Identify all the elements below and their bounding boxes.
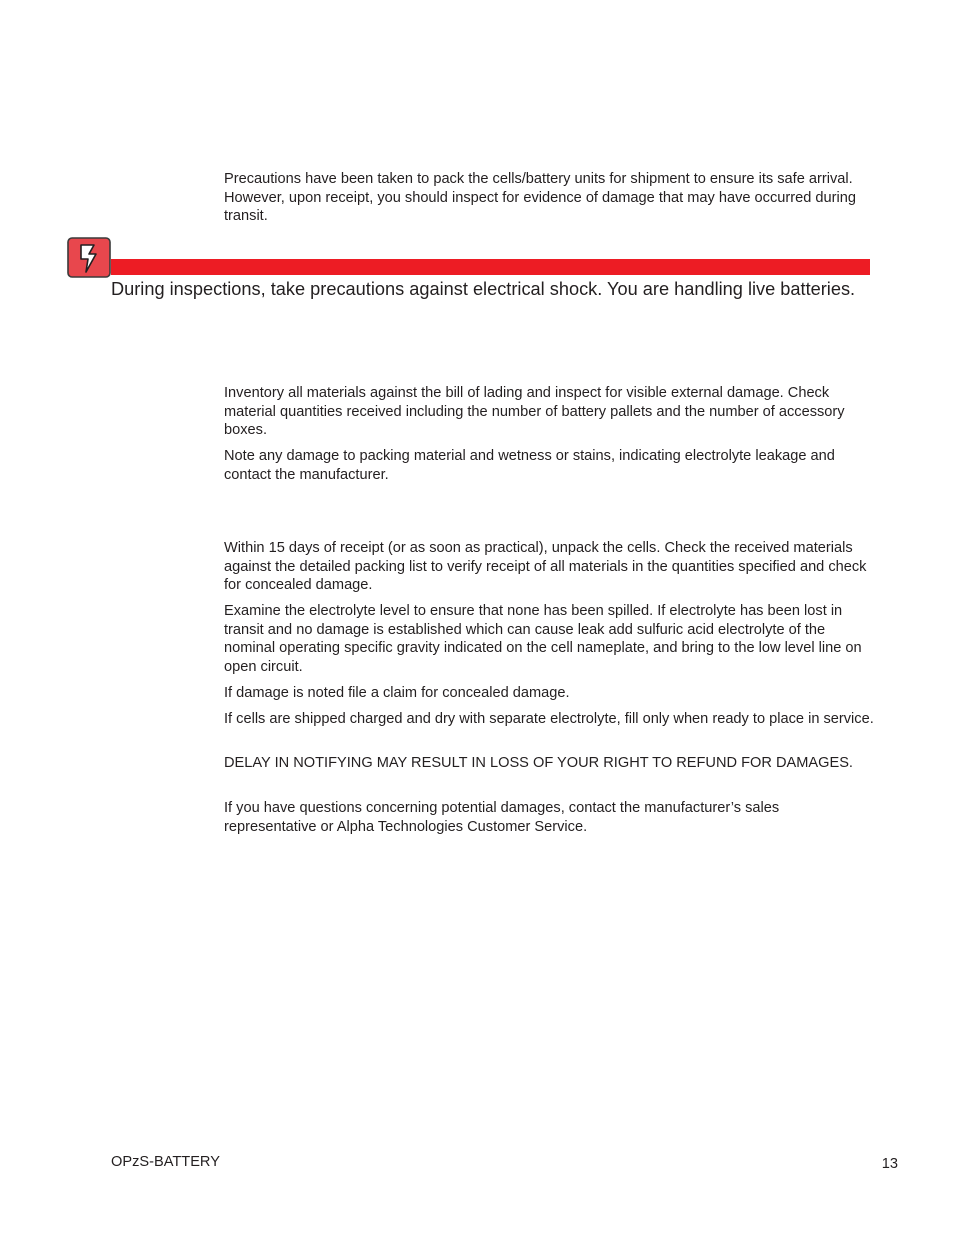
- concealed-damage-paragraph-1: Within 15 days of receipt (or as soon as practical), unpack the cells. Check the received materials against the detailed packing list to verify receipt of all materials in the quantities specified and check for concealed damage.: [224, 540, 867, 594]
- concealed-damage-paragraph-5: DELAY IN NOTIFYING MAY RESULT IN LOSS OF YOUR RIGHT TO REFUND FOR DAMAGES.: [224, 755, 853, 771]
- intro-paragraph: Precautions have been taken to pack the cells/battery units for shipment to ensure its safe arrival. However, upon receipt, you should inspect for evidence of damage that may have occurred during transit.: [224, 171, 856, 225]
- warning-text: During inspections, take precautions against electrical shock. You are handling live batteries.: [111, 279, 856, 299]
- visible-damage-paragraph-2: Note any damage to packing material and wetness or stains, indicating electrolyte leakage and contact the manufacturer.: [224, 448, 835, 483]
- footer-document-name: OPzS-BATTERY: [111, 1154, 220, 1170]
- electrical-shock-icon: [67, 237, 111, 278]
- warning-bar: [111, 259, 870, 275]
- concealed-damage-paragraph-2: Examine the electrolyte level to ensure that none has been spilled. If electrolyte has been lost in transit and no damage is established which can cause leak add sulfuric acid electrolyte of the nominal operating specific gravity indicated on the cell nameplate, and bring to the low level line on open circuit.: [224, 603, 862, 675]
- concealed-damage-paragraph-3: If damage is noted file a claim for concealed damage.: [224, 685, 570, 701]
- concealed-damage-paragraph-4: If cells are shipped charged and dry with separate electrolyte, fill only when ready to place in service.: [224, 711, 874, 727]
- concealed-damage-paragraph-6: If you have questions concerning potential damages, contact the manufacturer’s sales representative or Alpha Technologies Customer Service.: [224, 800, 780, 835]
- visible-damage-paragraph-1: Inventory all materials against the bill of lading and inspect for visible external damage. Check material quantities received including the number of battery pallets and the number of accessory boxes.: [224, 385, 845, 439]
- footer-page-number: 13: [881, 1156, 898, 1172]
